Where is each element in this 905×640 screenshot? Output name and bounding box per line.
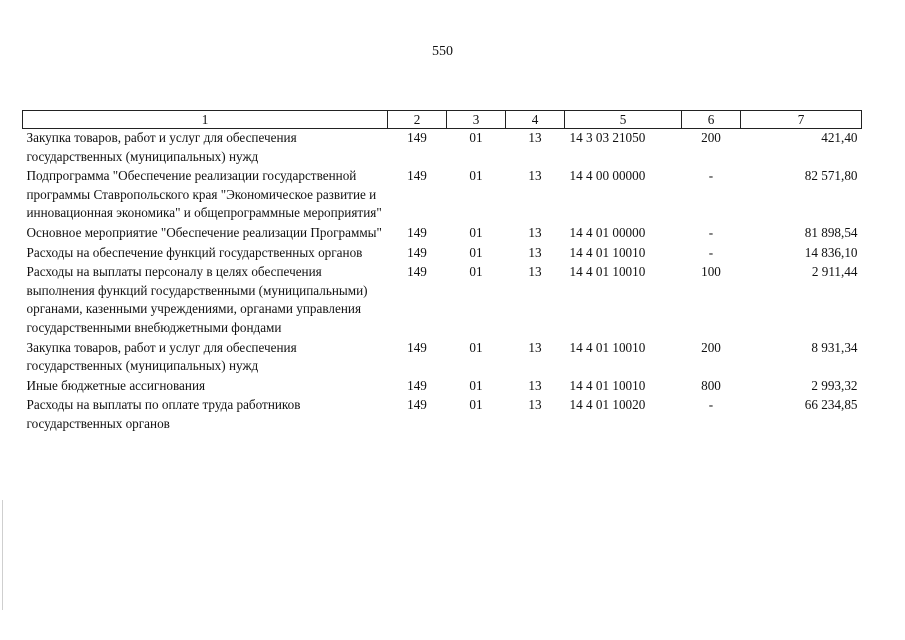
table-row — [23, 244, 862, 264]
row-section-code: 01 — [469, 130, 483, 145]
row-amount: 14 836,10 — [804, 244, 858, 260]
row-target-article: 14 4 01 10020 — [569, 397, 646, 413]
row-ministry-code: 149 — [407, 168, 427, 184]
row-section-code: 01 — [469, 244, 483, 260]
row-ministry-code: 149 — [407, 130, 427, 145]
row-expense-type: - — [708, 168, 714, 184]
row-subsection-code: 13 — [528, 130, 542, 145]
page-number: 550 — [432, 44, 453, 59]
row-amount: 2 993,32 — [811, 377, 858, 393]
table-row — [23, 224, 862, 244]
row-name: Основное мероприятие "Обеспечение реализации Программы" — [26, 224, 382, 240]
row-subsection-code: 13 — [528, 339, 542, 355]
row-subsection-code: 13 — [528, 224, 542, 240]
row-expense-type: 200 — [701, 339, 721, 355]
row-section-code: 01 — [469, 377, 483, 393]
row-ministry-code: 149 — [407, 397, 427, 413]
row-target-article: 14 3 03 21050 — [569, 130, 646, 145]
table-row — [23, 263, 862, 338]
row-expense-type: 100 — [701, 264, 721, 280]
row-subsection-code: 13 — [528, 377, 542, 393]
row-section-code: 01 — [469, 339, 483, 355]
column-header-5: 5 — [565, 111, 682, 129]
row-name: Закупка товаров, работ и услуг для обеспечения государственных (муниципальных) нужд — [26, 130, 297, 164]
row-expense-type: - — [708, 397, 714, 413]
row-section-code: 01 — [469, 264, 483, 280]
row-ministry-code: 149 — [407, 244, 427, 260]
row-name: Расходы на выплаты по оплате труда работников государственных органов — [26, 397, 301, 431]
row-name: Расходы на обеспечение функций государственных органов — [26, 244, 363, 260]
row-expense-type: - — [708, 224, 714, 240]
column-header-4: 4 — [506, 111, 565, 129]
row-expense-type: 200 — [701, 130, 721, 145]
row-target-article: 14 4 01 10010 — [569, 244, 646, 260]
row-amount: 8 931,34 — [811, 339, 858, 355]
column-header-7: 7 — [741, 111, 862, 129]
column-header-6: 6 — [682, 111, 741, 129]
row-target-article: 14 4 01 10010 — [569, 377, 646, 393]
row-name: Подпрограмма "Обеспечение реализации государственной программы Ставропольского края "Экономическое развитие и инновационная экономика" и общепрограммные мероприятия" — [26, 168, 382, 221]
row-name: Иные бюджетные ассигнования — [26, 377, 206, 393]
scan-margin-line — [2, 500, 3, 610]
row-name: Закупка товаров, работ и услуг для обеспечения государственных (муниципальных) нужд — [26, 339, 297, 374]
budget-table — [22, 110, 862, 435]
row-target-article: 14 4 01 10010 — [569, 264, 646, 280]
row-expense-type: - — [708, 244, 714, 260]
row-target-article: 14 4 01 00000 — [569, 224, 646, 240]
table-row — [23, 129, 862, 168]
row-target-article: 14 4 00 00000 — [569, 168, 646, 184]
row-ministry-code: 149 — [407, 264, 427, 280]
row-expense-type: 800 — [701, 377, 721, 393]
row-section-code: 01 — [469, 224, 483, 240]
table-row — [23, 167, 862, 224]
row-section-code: 01 — [469, 397, 483, 413]
row-subsection-code: 13 — [528, 264, 542, 280]
column-header-2: 2 — [388, 111, 447, 129]
row-target-article: 14 4 01 10010 — [569, 339, 646, 355]
table-row — [23, 396, 862, 434]
table-row — [23, 339, 862, 377]
row-ministry-code: 149 — [407, 224, 427, 240]
row-section-code: 01 — [469, 168, 483, 184]
row-amount: 2 911,44 — [811, 264, 858, 280]
row-name: Расходы на выплаты персоналу в целях обеспечения выполнения функций государственными (муниципальными) органами, казенными учреждениями, органами управления государственными внебюджетными фондами — [26, 264, 368, 335]
row-amount: 421,40 — [821, 130, 858, 145]
row-amount: 82 571,80 — [804, 168, 858, 184]
column-header-3: 3 — [447, 111, 506, 129]
column-header-1: 1 — [23, 111, 388, 129]
row-amount: 66 234,85 — [804, 397, 858, 413]
row-amount: 81 898,54 — [804, 224, 858, 240]
table-header-row — [23, 111, 862, 129]
row-ministry-code: 149 — [407, 377, 427, 393]
table-row — [23, 377, 862, 397]
row-ministry-code: 149 — [407, 339, 427, 355]
row-subsection-code: 13 — [528, 168, 542, 184]
row-subsection-code: 13 — [528, 397, 542, 413]
row-subsection-code: 13 — [528, 244, 542, 260]
